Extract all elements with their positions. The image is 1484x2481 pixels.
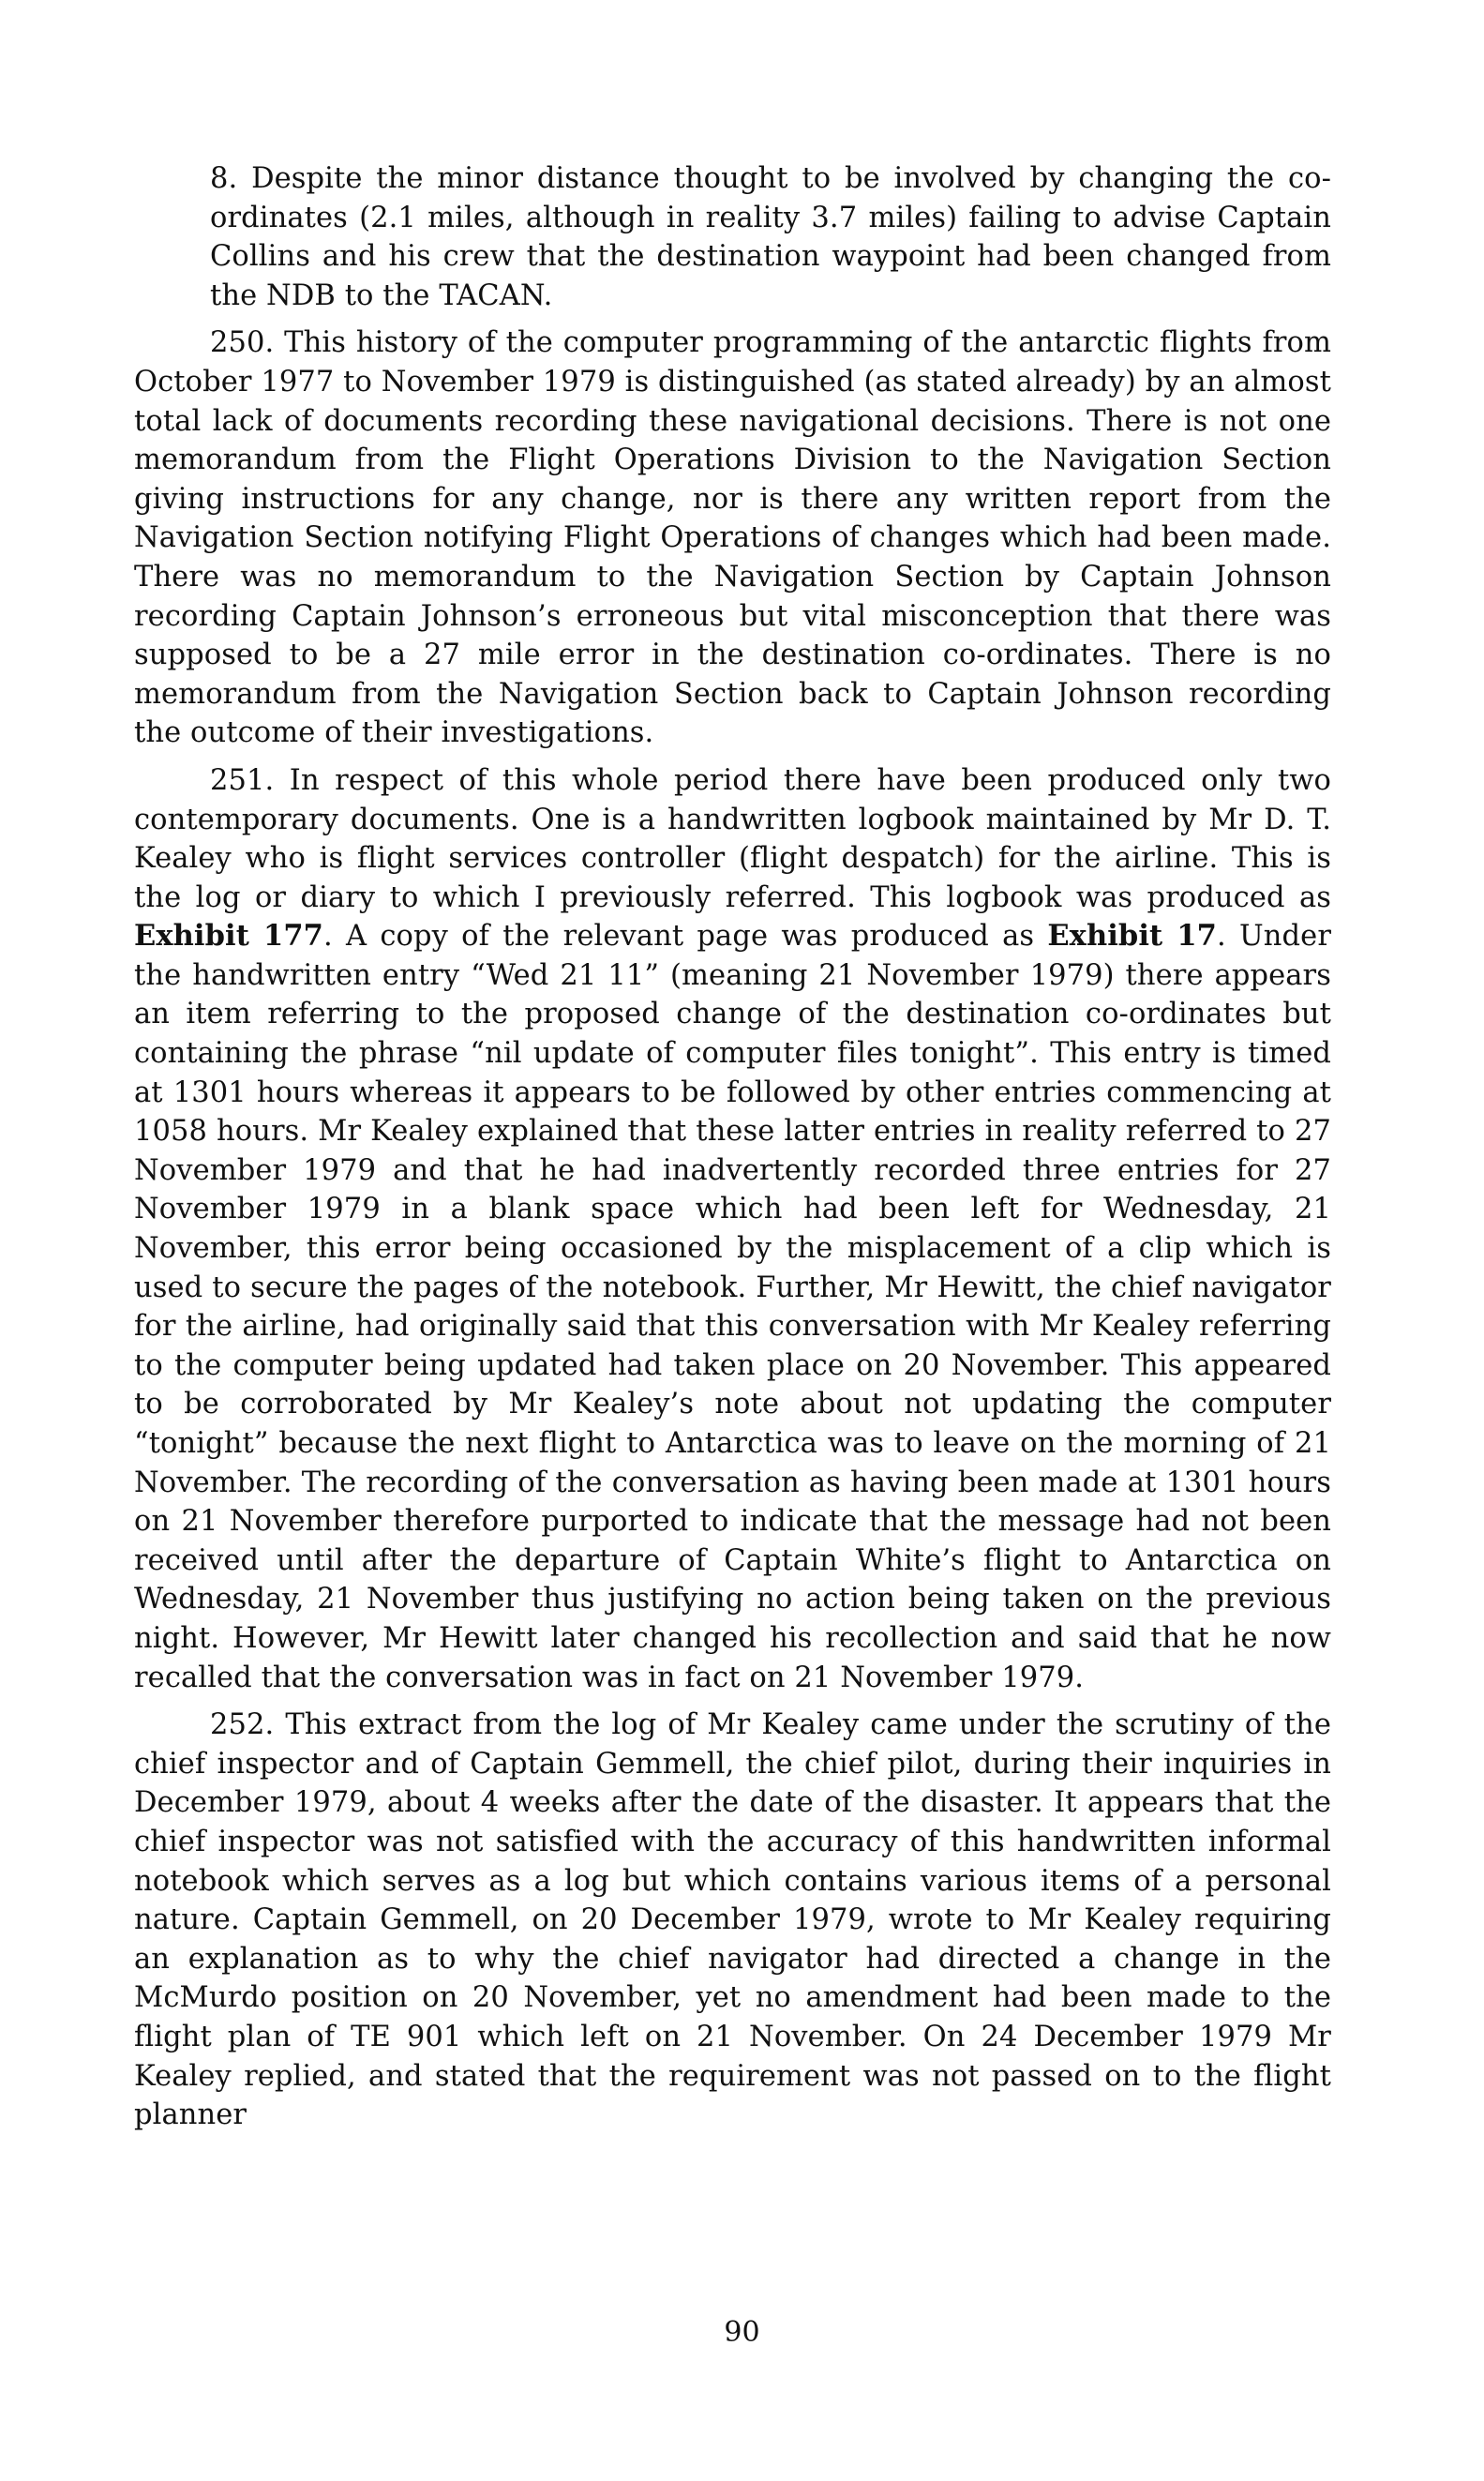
- paragraph-251: [134, 761, 1331, 1697]
- page-number: 90: [724, 2316, 760, 2349]
- paragraph-250: 250. This history of the computer programming of the antarctic flights from October 1977 to November 1979 is distinguished (as stated already) by an almost total lack of documents recording these navigational decisions. There is not one memorandum from the Flight Operations Division to the Navigation Section giving instructions for any change, nor is there any written report from the Navigation Section notifying Flight Operations of changes which had been made. There was no memorandum to the Navigation Section by Captain Johnson recording Captain Johnson’s erroneous but vital misconception that there was supposed to be a 27 mile error in the destination co-ordinates. There is no memorandum from the Navigation Section back to Captain Johnson recording the outcome of their investigations.: [134, 326, 1331, 750]
- document-body: [134, 159, 1331, 2135]
- paragraph-251-text-1: 251. In respect of this whole period there have been produced only two contemporary documents. One is a handwritten logbook maintained by Mr D. T. Kealey who is flight services controller (flight despatch) for the airline. This is the log or diary to which I previously referred. This logbook was produced as: [134, 763, 1331, 914]
- paragraph-252: 252. This extract from the log of Mr Kealey came under the scrutiny of the chief inspector and of Captain Gemmell, the chief pilot, during their inquiries in December 1979, about 4 weeks after the date of the disaster. It appears that the chief inspector was not satisfied with the accuracy of this handwritten informal notebook which serves as a log but which contains various items of a personal nature. Captain Gemmell, on 20 December 1979, wrote to Mr Kealey requiring an explanation as to why the chief navigator had directed a change in the McMurdo position on 20 November, yet no amendment had been made to the flight plan of TE 901 which left on 21 November. On 24 December 1979 Mr Kealey replied, and stated that the requirement was not passed on to the flight planner: [134, 1708, 1331, 2132]
- paragraph-251-text-2: . A copy of the relevant page was produced as: [323, 920, 1048, 954]
- paragraph-item-8: 8. Despite the minor distance thought to be involved by changing the co-ordinates (2.1 miles, although in reality 3.7 miles) failing to advise Captain Collins and his crew that the destination waypoint had been changed from the NDB to the TACAN.: [210, 162, 1331, 312]
- exhibit-17-reference: Exhibit 17: [1047, 919, 1217, 954]
- exhibit-177-reference: Exhibit 177: [134, 919, 323, 954]
- paragraph-251-text-3: . Under the handwritten entry “Wed 21 11” (meaning 21 November 1979) there appears an item referring to the proposed change of the destination co-ordinates but containing the phrase “nil update of computer files tonight”. This entry is timed at 1301 hours whereas it appears to be followed by other entries commencing at 1058 hours. Mr Kealey explained that these latter entries in reality referred to 27 November 1979 and that he had inadvertently recorded three entries for 27 November 1979 in a blank space which had been left for Wednesday, 21 November, this error being occasioned by the misplacement of a clip which is used to secure the pages of the notebook. Further, Mr Hewitt, the chief navigator for the airline, had originally said that this conversation with Mr Kealey referring to the computer being updated had taken place on 20 November. This appeared to be corroborated by Mr Kealey’s note about not updating the computer “tonight” because the next flight to Antarctica was to leave on the morning of 21 November. The recording of the conversation as having been made at 1301 hours on 21 November therefore purported to indicate that the message had not been received until after the departure of Captain White’s flight to Antarctica on Wednesday, 21 November thus justifying no action being taken on the previous night. However, Mr Hewitt later changed his recollection and said that he now recalled that the conversation was in fact on 21 November 1979.: [134, 920, 1332, 1694]
